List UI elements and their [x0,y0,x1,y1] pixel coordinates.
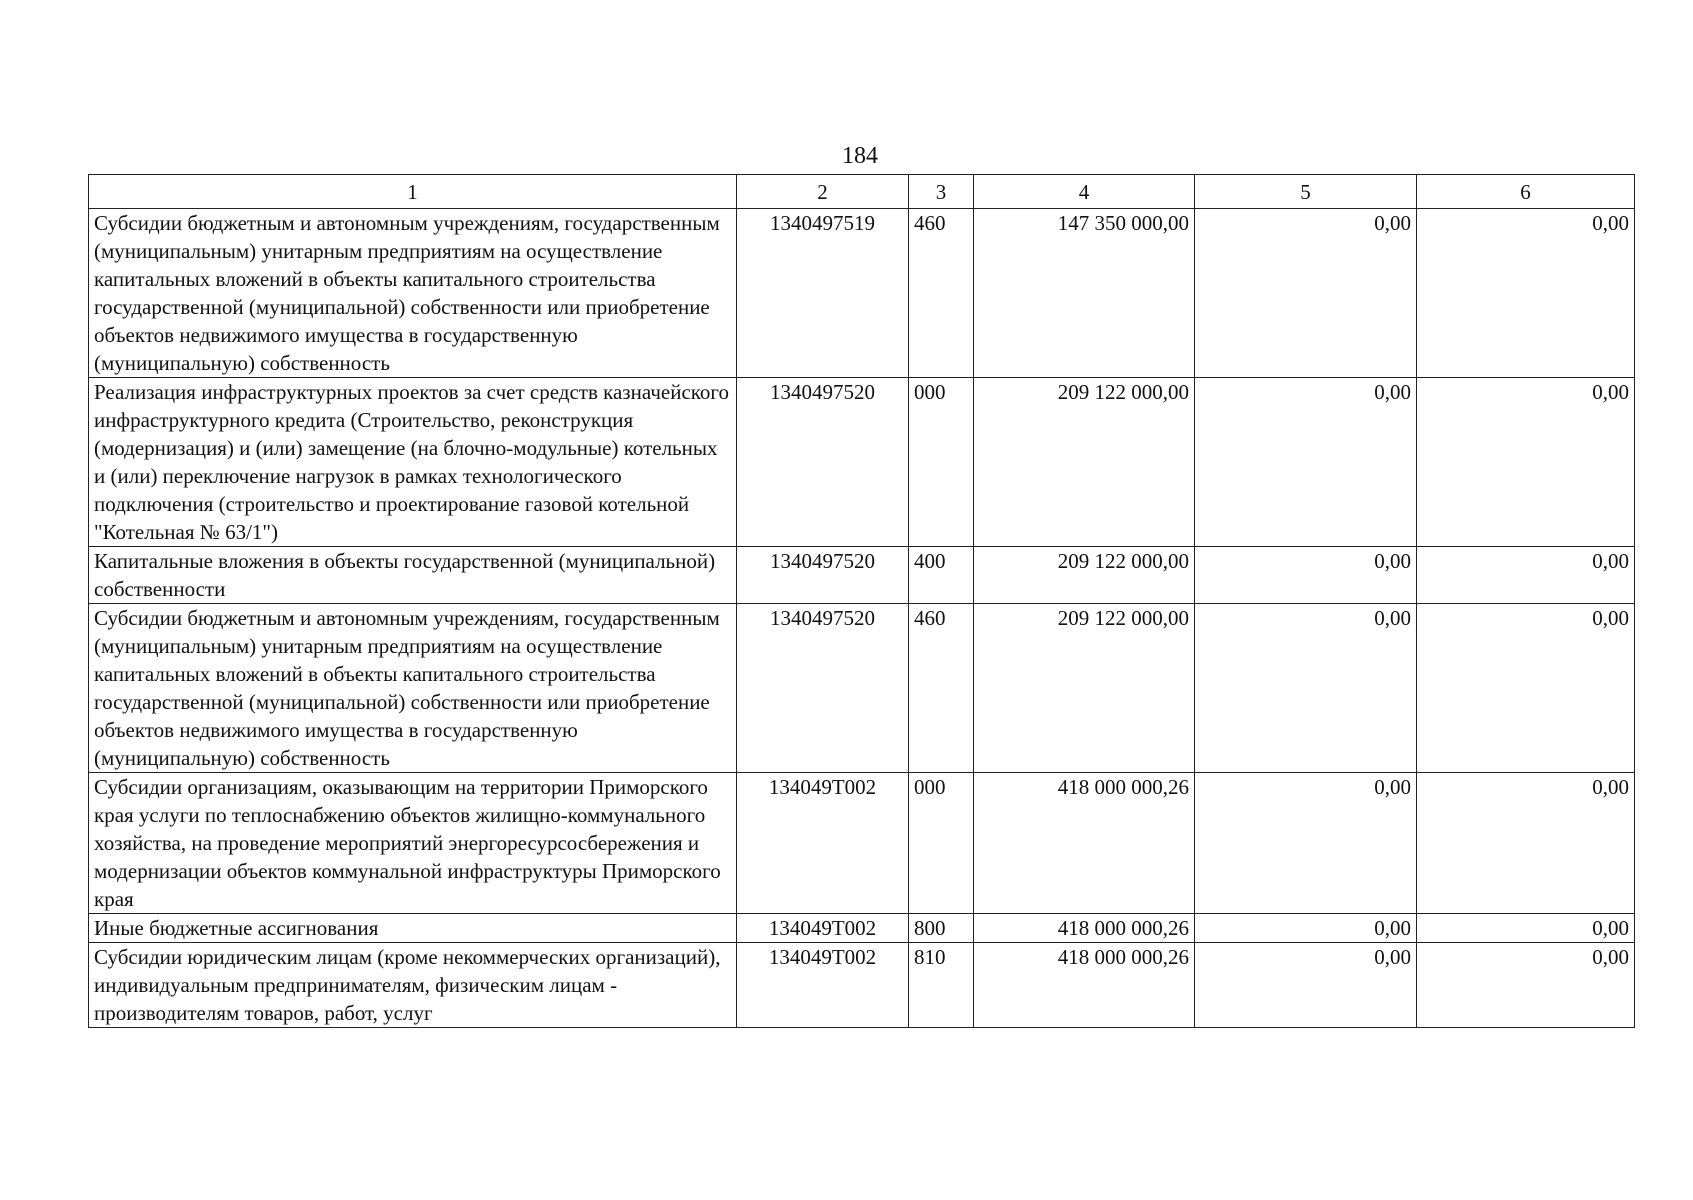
row-expense-type: 800 [909,914,974,943]
table-row [89,943,1635,1028]
row-amount-col5: 0,00 [1195,378,1417,547]
row-amount-col6: 0,00 [1417,547,1635,604]
row-amount-col4: 209 122 000,00 [974,378,1195,547]
table-row [89,547,1635,604]
row-name: Субсидии бюджетным и автономным учреждениям, государственным (муниципальным) унитарным предприятиям на осуществление капитальных вложений в объекты капитального строительства государственной (муниципальной) собственности или приобретение объектов недвижимого имущества в государственную (муниципальную) собственность [89,209,737,378]
row-amount-col4: 418 000 000,26 [974,773,1195,914]
row-amount-col4: 209 122 000,00 [974,604,1195,773]
row-name: Капитальные вложения в объекты государственной (муниципальной) собственности [89,547,737,604]
row-target-code: 134049Т002 [737,943,909,1028]
row-target-code: 1340497520 [737,547,909,604]
table-row [89,209,1635,378]
row-expense-type: 810 [909,943,974,1028]
row-amount-col6: 0,00 [1417,378,1635,547]
header-col-1: 1 [89,175,737,209]
table-row [89,914,1635,943]
header-col-5: 5 [1195,175,1417,209]
row-amount-col5: 0,00 [1195,209,1417,378]
header-col-6: 6 [1417,175,1635,209]
row-amount-col4: 418 000 000,26 [974,914,1195,943]
header-row [89,175,1635,209]
row-target-code: 1340497520 [737,378,909,547]
row-target-code: 134049Т002 [737,914,909,943]
row-name: Иные бюджетные ассигнования [89,914,737,943]
page-number: 184 [842,143,878,169]
budget-table [88,174,1635,1028]
row-amount-col5: 0,00 [1195,604,1417,773]
row-name: Субсидии бюджетным и автономным учреждениям, государственным (муниципальным) унитарным предприятиям на осуществление капитальных вложений в объекты капитального строительства государственной (муниципальной) собственности или приобретение объектов недвижимого имущества в государственную (муниципальную) собственность [89,604,737,773]
row-amount-col4: 147 350 000,00 [974,209,1195,378]
row-name: Субсидии организациям, оказывающим на территории Приморского края услуги по теплоснабжению объектов жилищно-коммунального хозяйства, на проведение мероприятий энергоресурсосбережения и модернизации объектов коммунальной инфраструктуры Приморского края [89,773,737,914]
table-row [89,604,1635,773]
row-amount-col6: 0,00 [1417,914,1635,943]
table-row [89,378,1635,547]
row-expense-type: 460 [909,604,974,773]
row-expense-type: 460 [909,209,974,378]
row-amount-col6: 0,00 [1417,604,1635,773]
row-amount-col5: 0,00 [1195,547,1417,604]
row-amount-col5: 0,00 [1195,943,1417,1028]
row-target-code: 1340497519 [737,209,909,378]
row-expense-type: 000 [909,378,974,547]
row-target-code: 1340497520 [737,604,909,773]
header-col-4: 4 [974,175,1195,209]
table-row [89,773,1635,914]
row-amount-col6: 0,00 [1417,209,1635,378]
row-amount-col5: 0,00 [1195,773,1417,914]
row-amount-col4: 209 122 000,00 [974,547,1195,604]
header-col-2: 2 [737,175,909,209]
row-expense-type: 400 [909,547,974,604]
row-amount-col6: 0,00 [1417,943,1635,1028]
row-amount-col5: 0,00 [1195,914,1417,943]
row-amount-col6: 0,00 [1417,773,1635,914]
row-target-code: 134049Т002 [737,773,909,914]
header-col-3: 3 [909,175,974,209]
row-amount-col4: 418 000 000,26 [974,943,1195,1028]
row-expense-type: 000 [909,773,974,914]
row-name: Реализация инфраструктурных проектов за счет средств казначейского инфраструктурного кредита (Строительство, реконструкция (модернизация) и (или) замещение (на блочно-модульные) котельных и (или) переключение нагрузок в рамках технологического подключения (строительство и проектирование газовой котельной "Котельная № 63/1") [89,378,737,547]
row-name: Субсидии юридическим лицам (кроме некоммерческих организаций), индивидуальным предпринимателям, физическим лицам - производителям товаров, работ, услуг [89,943,737,1028]
